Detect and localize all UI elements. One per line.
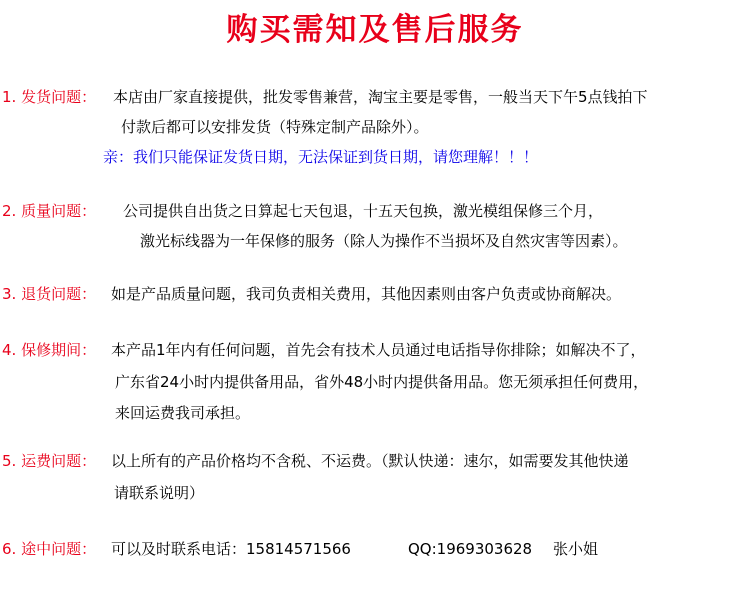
section-text: 广东省24小时内提供备用品，省外48小时内提供备用品。您无须承担任何费用， — [115, 373, 649, 391]
contact-qq: QQ:1969303628 — [408, 540, 533, 558]
section-label: 1. 发货问题： — [2, 88, 97, 106]
section-text: 付款后都可以安排发货（特殊定制产品除外）。 — [121, 118, 429, 136]
section-label: 4. 保修期间： — [2, 341, 97, 359]
section-text: 本店由厂家直接提供，批发零售兼营，淘宝主要是零售，一般当天下午5点钱拍下 — [113, 88, 648, 106]
section-label: 3. 退货问题： — [2, 285, 97, 303]
section-label: 5. 运费问题： — [2, 452, 97, 470]
section-label: 2. 质量问题： — [2, 202, 97, 220]
shipping-note: 亲：我们只能保证发货日期，无法保证到货日期，请您理解！！！ — [103, 148, 539, 166]
section-text: 激光标线器为一年保修的服务（除人为操作不当损坏及自然灾害等因素）。 — [140, 232, 628, 250]
section-text: 公司提供自出货之日算起七天包退，十五天包换，激光模组保修三个月， — [123, 202, 604, 220]
contact-phone: 可以及时联系电话：15814571566 — [111, 540, 351, 558]
section-text: 来回运费我司承担。 — [115, 404, 251, 422]
section-text: 请联系说明） — [114, 484, 205, 502]
section-text: 如是产品质量问题，我司负责相关费用，其他因素则由客户负责或协商解决。 — [111, 285, 622, 303]
page-title: 购买需知及售后服务 — [226, 12, 524, 48]
section-label: 6. 途中问题： — [2, 540, 97, 558]
contact-person: 张小姐 — [553, 540, 599, 558]
section-text: 以上所有的产品价格均不含税、不运费。（默认快递：速尔，如需要发其他快递 — [111, 452, 629, 470]
section-text: 本产品1年内有任何问题，首先会有技术人员通过电话指导你排除；如解决不了， — [111, 341, 646, 359]
